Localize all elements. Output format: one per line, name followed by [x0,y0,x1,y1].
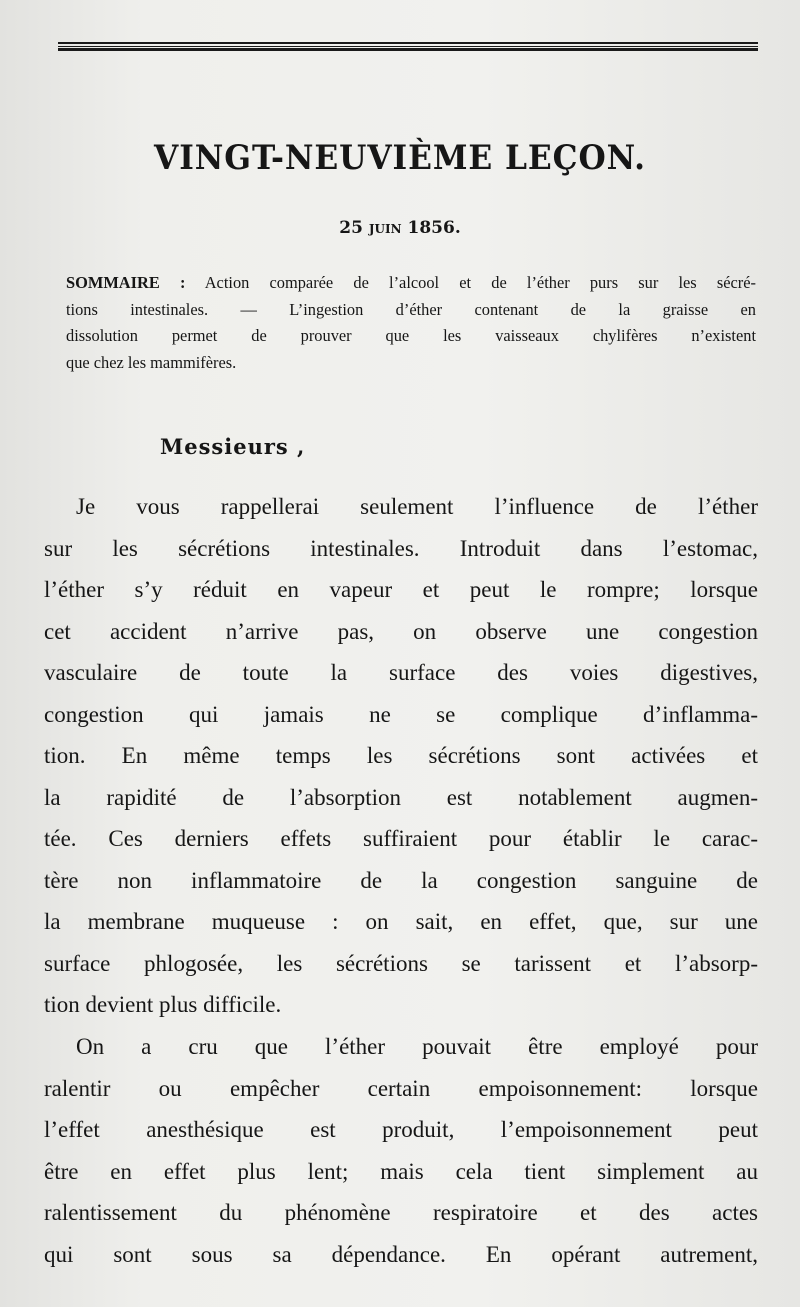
text-line: tion. En même temps les sécrétions sont activées et [44,743,758,768]
paragraph-2 [44,1026,758,1275]
lecture-title: VINGT-NEUVIÈME LEÇON. [154,138,646,178]
header-rule [58,42,758,51]
text-line: Je vous rappellerai seulement l’influence de l’éther [76,494,758,519]
text-line: surface phlogosée, les sécrétions se tarissent et l’absorp- [44,950,758,976]
text-line: On a cru que l’éther pouvait être employé pour [76,1034,758,1059]
text-line: congestion qui jamais ne se complique d’inflamma- [44,701,758,727]
date-month: JUIN [368,222,402,236]
text-line: sur les sécrétions intestinales. Introduit dans l’estomac, [44,535,758,561]
text-line: qui sont sous sa dépendance. En opérant autrement, [44,1241,758,1267]
text-line: tion devient plus difficile. [44,992,282,1017]
text-line: ralentissement du phénomène respiratoire et des actes [44,1200,758,1225]
text-line: cet accident n’arrive pas, on observe une congestion [44,618,758,644]
salutation: Messieurs , [160,434,306,459]
text-line: vasculaire de toute la surface des voies digestives, [44,660,758,685]
text-line: tée. Ces derniers effets suffiraient pour établir le carac- [44,826,758,851]
summary-block [66,270,756,376]
text-line: tère non inflammatoire de la congestion sanguine de [44,867,758,893]
date-year: 1856. [407,218,461,238]
text-line: la membrane muqueuse : on sait, en effet, que, sur une [44,909,758,934]
paragraph-1 [44,486,758,1026]
text-line: l’effet anesthésique est produit, l’empoisonnement peut [44,1117,758,1142]
summary-line: tions intestinales. — L’ingestion d’éther contenant de la graisse en [66,299,756,319]
text-line: l’éther s’y réduit en vapeur et peut le rompre; lorsque [44,577,758,602]
summary-line: dissolution permet de prouver que les vaisseaux chylifères n’existent [66,326,756,345]
text-line: la rapidité de l’absorption est notablement augmen- [44,784,758,810]
summary-line: que chez les mammifères. [66,352,237,372]
text-line: ralentir ou empêcher certain empoisonnement: lorsque [44,1075,758,1101]
summary-line: SOMMAIRE : Action comparée de l’alcool et de l’éther purs sur les sécré- [66,273,756,292]
lecture-date [0,218,800,238]
summary-label: SOMMAIRE : [66,273,186,292]
text-line: être en effet plus lent; mais cela tient simplement au [44,1158,758,1184]
date-day: 25 [339,218,363,238]
